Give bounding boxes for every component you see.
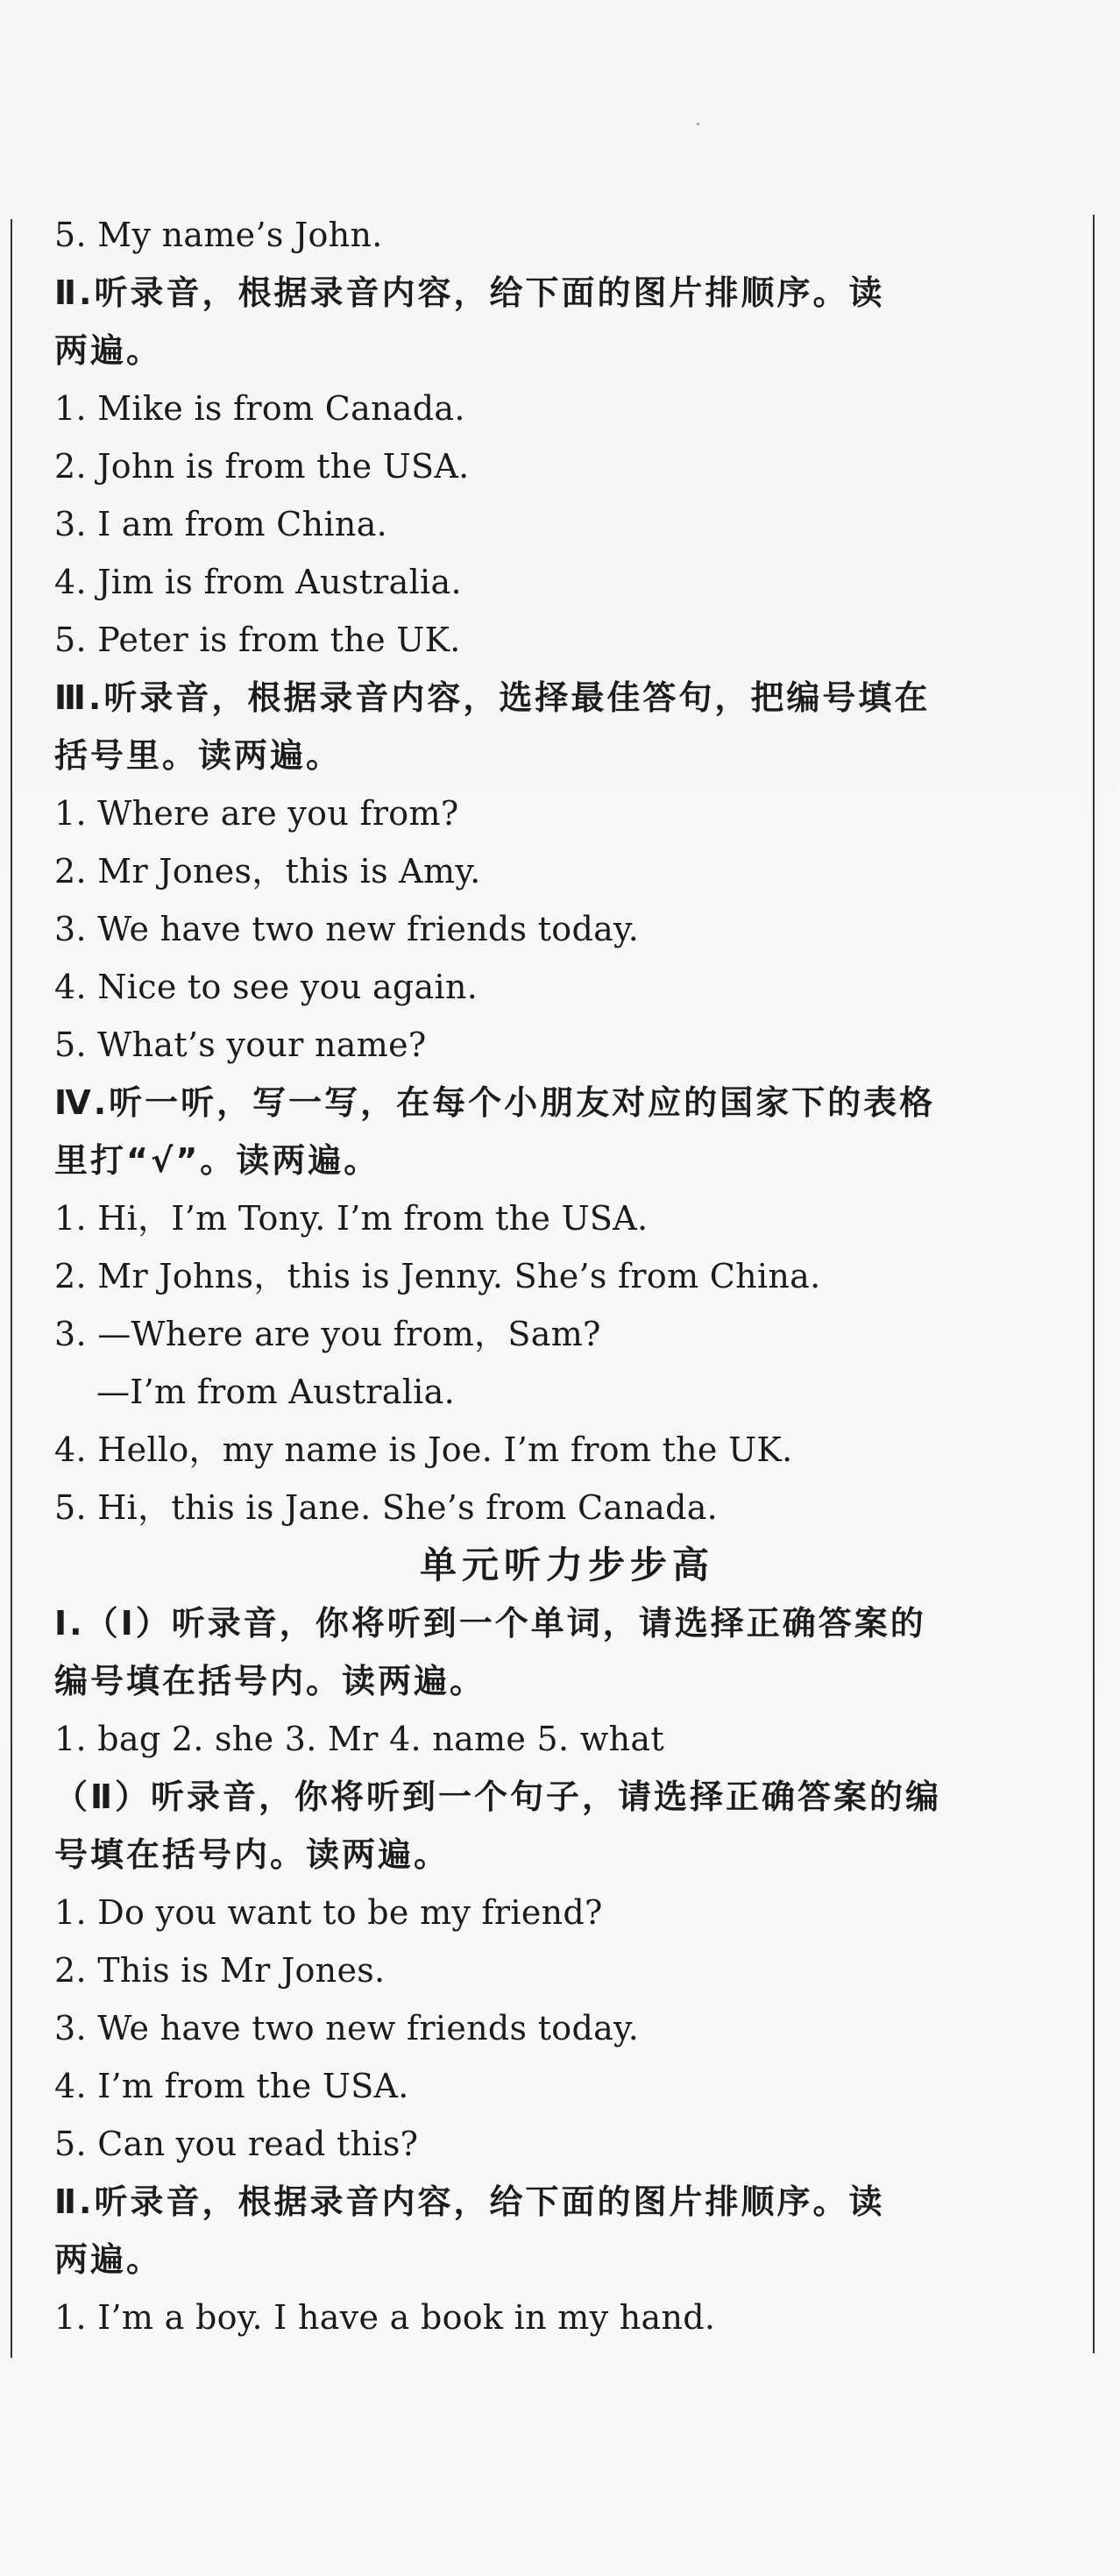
text-line: 3. —Where are you from，Sam? bbox=[54, 1315, 601, 1353]
text-line: 3. We have two new friends today. bbox=[54, 910, 640, 948]
text-line: 5. Can you read this? bbox=[54, 2125, 419, 2163]
text-line: 1. Hi，I’m Tony. I’m from the USA. bbox=[54, 1199, 649, 1238]
instruction-line: Ⅳ.听一听，写一写，在每个小朋友对应的国家下的表格 bbox=[54, 1083, 936, 1122]
speck bbox=[697, 123, 699, 125]
text-line: 2. Mr Johns，this is Jenny. She’s from China. bbox=[54, 1257, 821, 1295]
text-line: 5. Hi，this is Jane. She’s from Canada. bbox=[54, 1488, 719, 1527]
text-line: 5. What’s your name? bbox=[54, 1025, 427, 1064]
text-line: 4. Jim is from Australia. bbox=[54, 563, 462, 601]
text-line: 5. Peter is from the UK. bbox=[54, 621, 461, 659]
instruction-line: 号填在括号内。读两遍。 bbox=[54, 1835, 450, 1874]
instruction-line: 编号填在括号内。读两遍。 bbox=[54, 1662, 486, 1700]
text-line: 1. Mike is from Canada. bbox=[54, 389, 465, 428]
instruction-line: （Ⅱ）听录音，你将听到一个句子，请选择正确答案的编 bbox=[54, 1778, 942, 1816]
text-line: 4. Hello，my name is Joe. I’m from the UK. bbox=[54, 1430, 793, 1469]
left-margin-rule bbox=[11, 219, 12, 2358]
text-line: 2. Mr Jones，this is Amy. bbox=[54, 852, 481, 891]
text-line: 1. bag 2. she 3. Mr 4. name 5. what bbox=[54, 1720, 664, 1758]
instruction-line: Ⅰ.（Ⅰ）听录音，你将听到一个单词，请选择正确答案的 bbox=[54, 1604, 926, 1643]
instruction-line: 里打“√”。读两遍。 bbox=[54, 1141, 380, 1180]
text-line: 5. My name’s John. bbox=[54, 216, 383, 254]
answer-text-column bbox=[54, 206, 1080, 2346]
text-line: 2. This is Mr Jones. bbox=[54, 1951, 386, 1990]
instruction-line: 括号里。读两遍。 bbox=[54, 736, 343, 775]
right-margin-rule bbox=[1093, 215, 1095, 2353]
instruction-line: Ⅱ.听录音，根据录音内容，给下面的图片排顺序。读 bbox=[54, 2182, 885, 2221]
instruction-line: Ⅲ.听录音，根据录音内容，选择最佳答句，把编号填在 bbox=[54, 678, 931, 717]
instruction-line: 两遍。 bbox=[54, 331, 163, 370]
text-line: 3. We have two new friends today. bbox=[54, 2009, 640, 2047]
text-line: 3. I am from China. bbox=[54, 505, 388, 543]
text-line: —I’m from Australia. bbox=[96, 1373, 455, 1411]
text-line: 4. Nice to see you again. bbox=[54, 968, 478, 1006]
text-line: 4. I’m from the USA. bbox=[54, 2067, 409, 2105]
section-title: 单元听力步步高 bbox=[419, 1543, 714, 1586]
text-line: 1. Where are you from? bbox=[54, 794, 459, 833]
text-line: 2. John is from the USA. bbox=[54, 447, 470, 486]
instruction-line: Ⅱ.听录音，根据录音内容，给下面的图片排顺序。读 bbox=[54, 273, 885, 312]
instruction-line: 两遍。 bbox=[54, 2240, 163, 2279]
text-line: 1. I’m a boy. I have a book in my hand. bbox=[54, 2298, 716, 2337]
text-line: 1. Do you want to be my friend? bbox=[54, 1893, 603, 1932]
